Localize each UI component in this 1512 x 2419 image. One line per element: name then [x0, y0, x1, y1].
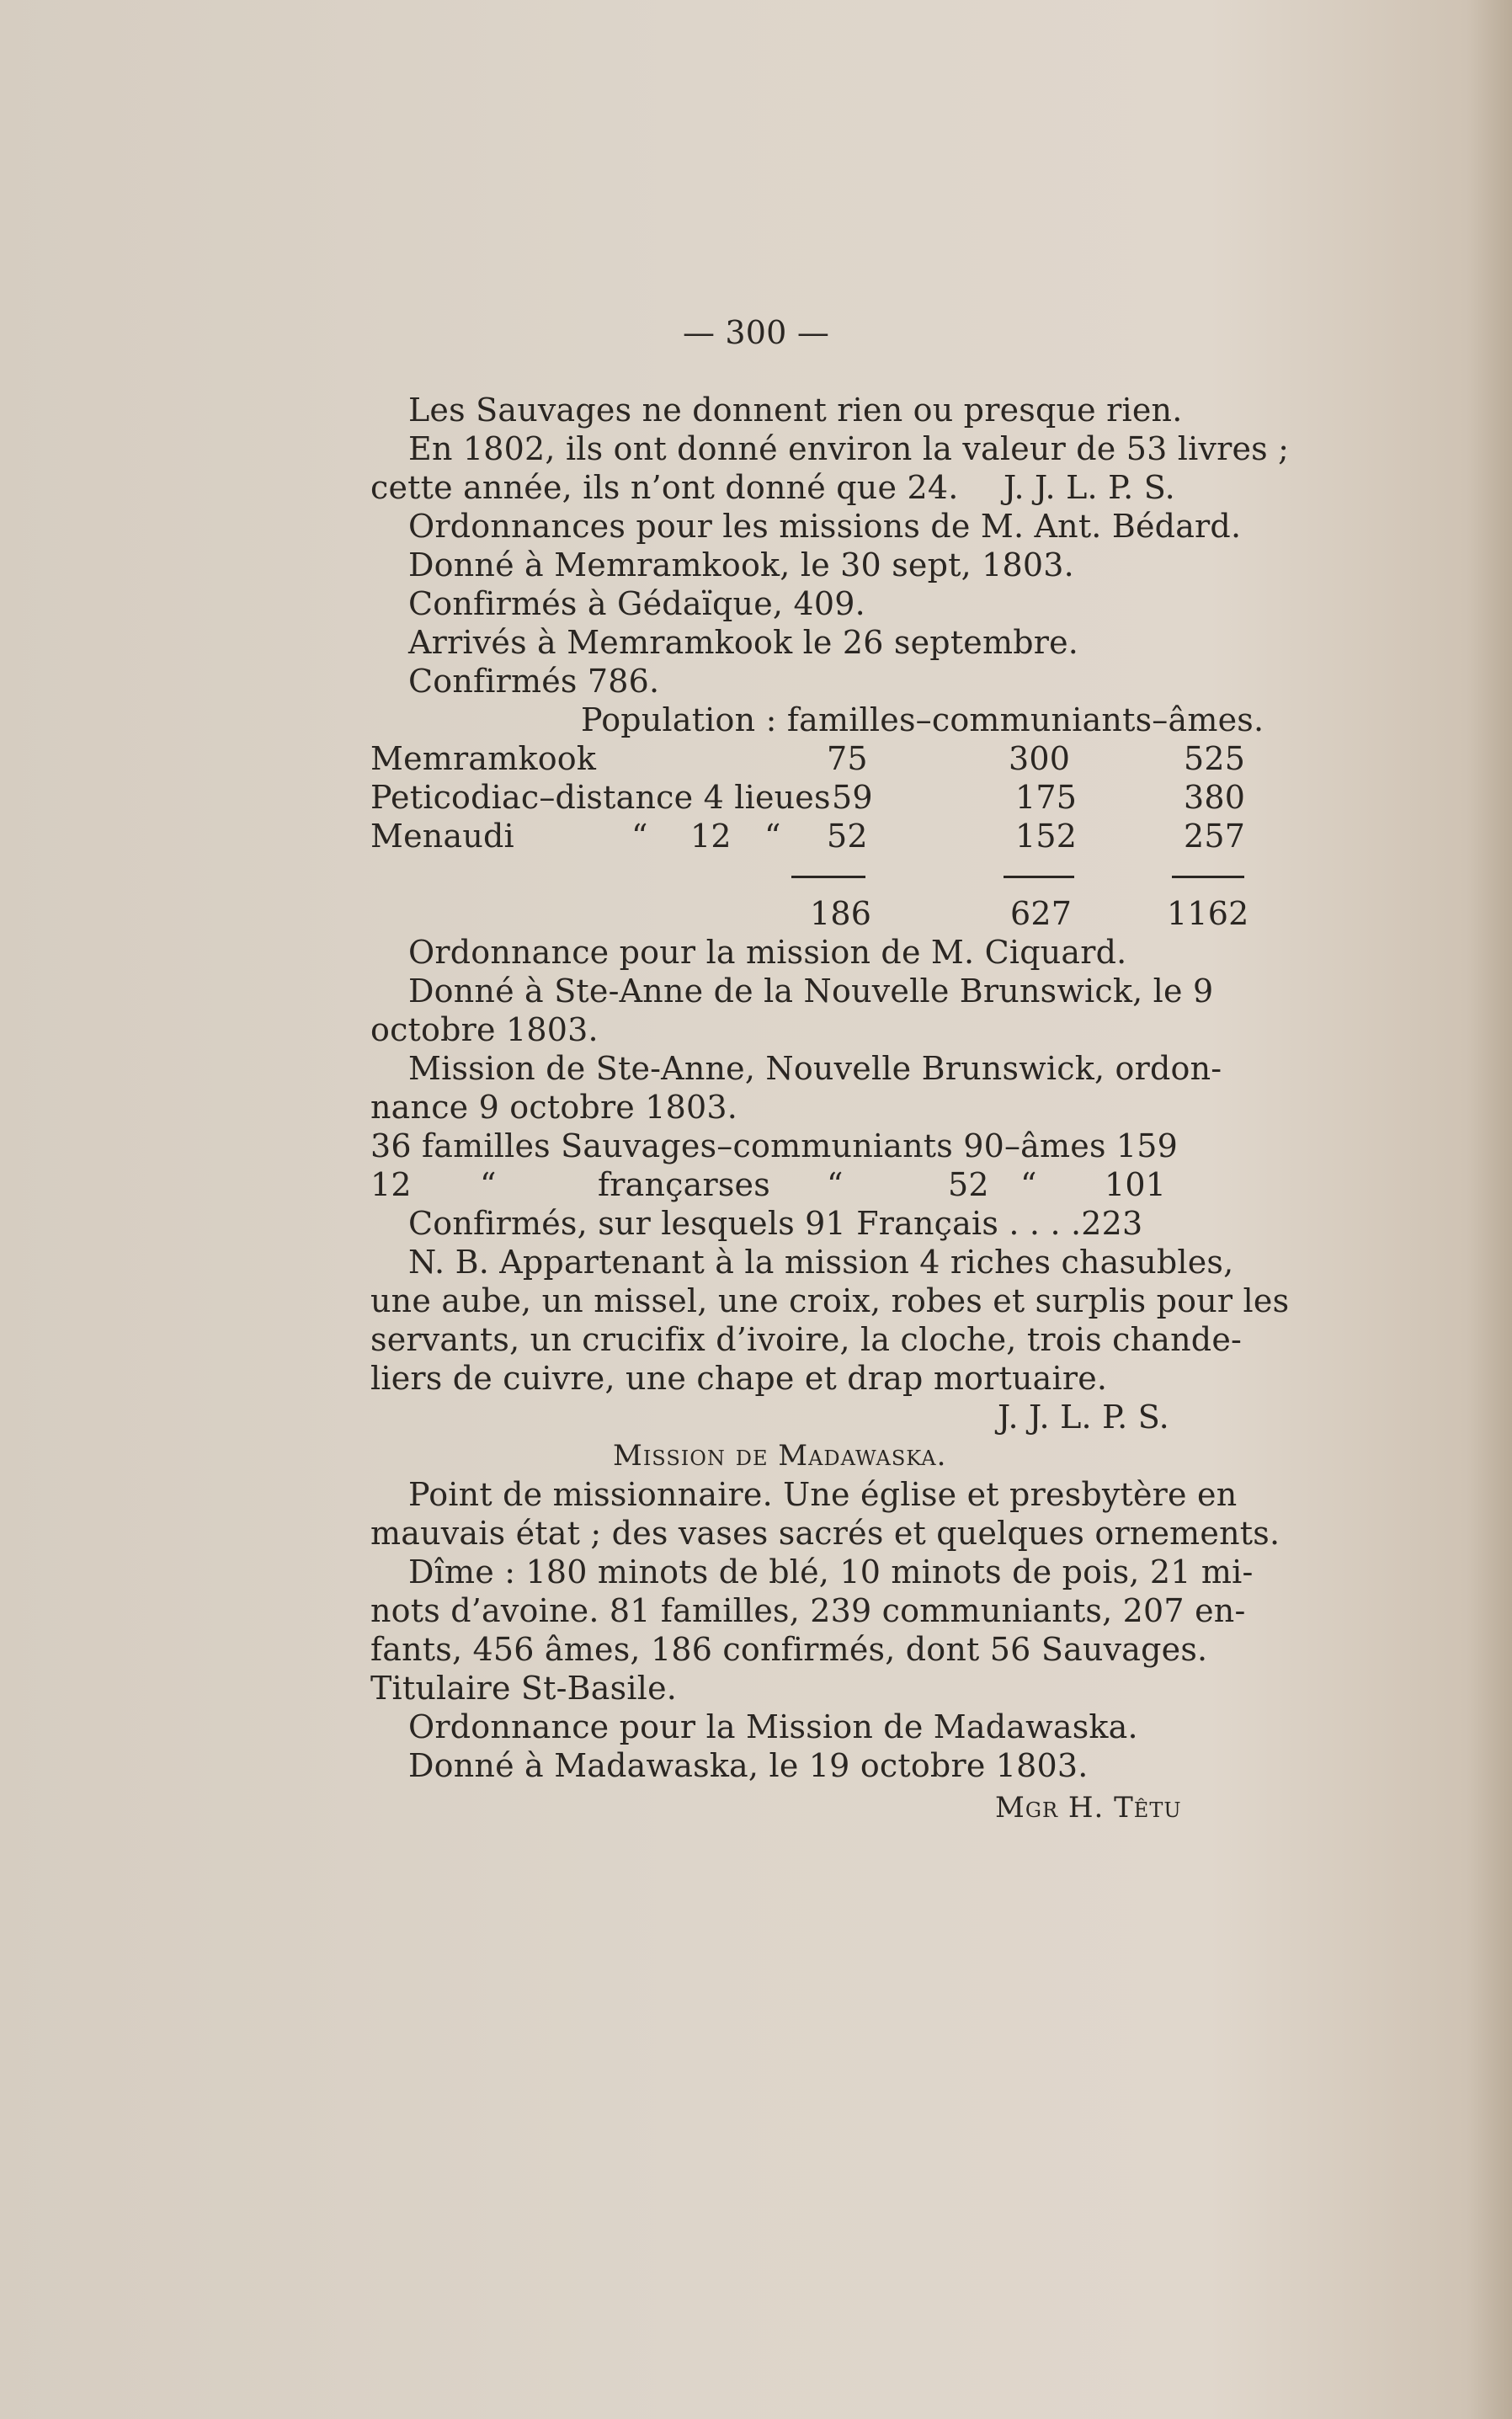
text-line: Ordonnances pour les missions de M. Ant. Bédard. [408, 508, 1242, 545]
text-line: En 1802, ils ont donné environ la valeur de 53 livres ; [408, 430, 1290, 467]
text-line: Point de missionnaire. Une église et presbytère en [408, 1476, 1238, 1513]
text-line: Confirmés 786. [408, 663, 660, 700]
ames-cell: 257 [1184, 818, 1246, 855]
communiants-cell: 52 [948, 1166, 989, 1203]
text-line: N. B. Appartenant à la mission 4 riches chasubles, [408, 1244, 1234, 1281]
text-line: Donné à Madawaska, le 19 octobre 1803. [408, 1747, 1089, 1784]
initials-signature: J. J. L. P. S. [998, 1399, 1169, 1436]
row-label: Memramkook [370, 740, 597, 777]
sum-rule [1004, 876, 1074, 878]
ditto-mark: “ [764, 818, 781, 855]
total-communiants: 627 [1010, 895, 1073, 932]
communiants-cell: 175 [1015, 779, 1078, 816]
text-line: Confirmés, sur lesquels 91 Français . . . .223 [408, 1205, 1143, 1242]
communiants-cell: 300 [1009, 740, 1071, 777]
text-line: Donné à Ste-Anne de la Nouvelle Brunswick, le 9 [408, 972, 1214, 1010]
ames-cell: 101 [1105, 1166, 1167, 1203]
total-ames: 1162 [1167, 895, 1249, 932]
text-line: Confirmés à Gédaïque, 409. [408, 585, 865, 622]
ames-cell: 525 [1184, 740, 1246, 777]
ditto-mark: “ [631, 818, 648, 855]
text-line: Les Sauvages ne donnent rien ou presque rien. [408, 392, 1183, 429]
communiants-cell: 152 [1015, 818, 1078, 855]
sum-rule [1172, 876, 1244, 878]
text-line: octobre 1803. [370, 1011, 599, 1048]
text-line: Ordonnance pour la Mission de Madawaska. [408, 1708, 1138, 1745]
text-line [370, 468, 1263, 507]
distance-cell: 12 [690, 818, 732, 855]
ste-anne-row: 36 familles Sauvages–communiants 90–âmes 159 [370, 1127, 1179, 1164]
text-line: mauvais état ; des vases sacrés et quelques ornements. [370, 1515, 1280, 1552]
author-signature: Mgr H. Têtu [995, 1791, 1182, 1825]
text-line: Ordonnance pour la mission de M. Ciquard. [408, 934, 1127, 971]
text-line: Donné à Memramkook, le 30 sept, 1803. [408, 546, 1074, 583]
ditto-mark: “ [1020, 1166, 1037, 1203]
text-line-body: cette année, ils n’ont donné que 24. [370, 469, 959, 506]
text-line: liers de cuivre, une chape et drap mortuaire. [370, 1360, 1108, 1397]
row-label: Peticodiac–distance 4 lieues [370, 779, 831, 816]
text-line: nots d’avoine. 81 familles, 239 communiants, 207 en- [370, 1592, 1246, 1629]
row-label: Menaudi [370, 818, 514, 855]
text-line: Dîme : 180 minots de blé, 10 minots de pois, 21 mi- [408, 1553, 1254, 1590]
familles-cell: 75 [827, 740, 868, 777]
initials-signature: J. J. L. P. S. [1004, 469, 1175, 506]
familles-cell: 52 [827, 818, 868, 855]
text-line: nance 9 octobre 1803. [370, 1089, 738, 1126]
text-line: Mission de Ste-Anne, Nouvelle Brunswick, ordon- [408, 1050, 1222, 1087]
text-line: une aube, un missel, une croix, robes et surplis pour les [370, 1282, 1290, 1319]
text-line: Titulaire St-Basile. [370, 1670, 678, 1707]
section-title: Mission de Madawaska. [613, 1439, 947, 1473]
page-number: — 300 — [682, 314, 830, 351]
ditto-mark: “ [480, 1166, 497, 1203]
ditto-mark: “ [827, 1166, 844, 1203]
text-line: Arrivés à Memramkook le 26 septembre. [408, 624, 1079, 661]
familles-cell: 59 [832, 779, 873, 816]
ames-cell: 380 [1184, 779, 1246, 816]
text-line: fants, 456 âmes, 186 confirmés, dont 56 Sauvages. [370, 1631, 1208, 1668]
word: françarses [598, 1166, 770, 1203]
text-line: servants, un crucifix d’ivoire, la cloche, trois chande- [370, 1321, 1243, 1358]
families-count: 12 [370, 1166, 412, 1203]
table-header: Population : familles–communiants–âmes. [581, 701, 1264, 738]
sum-rule [791, 876, 865, 878]
total-familles: 186 [810, 895, 872, 932]
